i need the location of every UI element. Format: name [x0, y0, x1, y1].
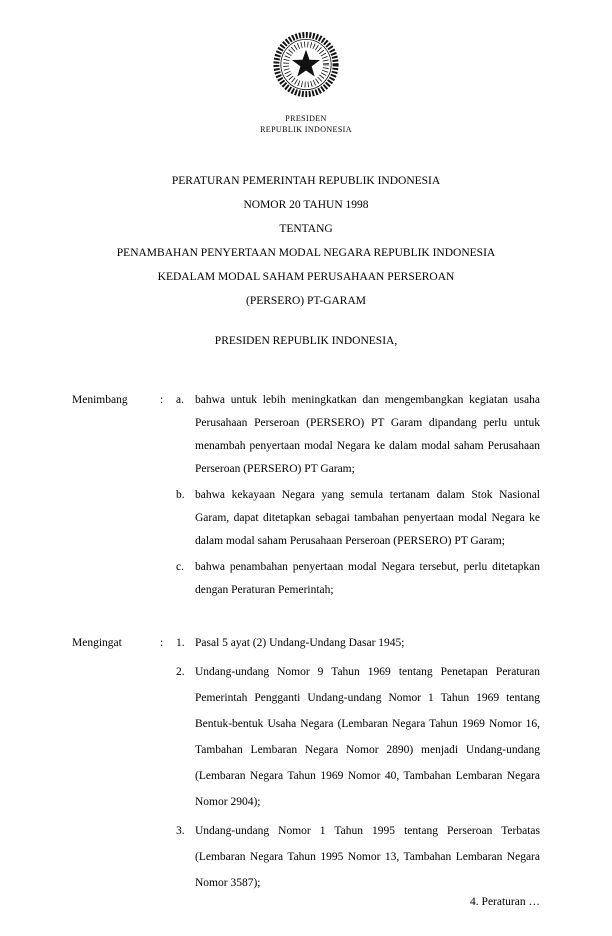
- item-text: Undang-undang Nomor 9 Tahun 1969 tentang Penetapan Peraturan Pemerintah Pengganti Undang-undang Nomor 1 Tahun 1969 tentang Bentuk-bentuk Usaha Negara (Lembaran Negara Tahun 1969 Nomor 16, Tambahan Lembaran Negara Nomor 2890) menjadi Undang-undang (Lembaran Negara Tahun 1969 Nomor 40, Tambahan Lembaran Negara Nomor 2904);: [195, 666, 540, 808]
- salutation: PRESIDEN REPUBLIK INDONESIA,: [214, 335, 398, 347]
- item-marker: 1.: [176, 637, 185, 649]
- list-item: [176, 484, 540, 553]
- letterhead-line-1: PRESIDEN: [285, 114, 327, 123]
- title-line-1: PERATURAN PEMERINTAH REPUBLIK INDONESIA: [171, 175, 441, 187]
- section-items: [176, 630, 540, 896]
- list-item: [176, 659, 540, 815]
- item-text: Pasal 5 ayat (2) Undang-Undang Dasar 1945;: [195, 637, 405, 649]
- list-item: [176, 389, 540, 481]
- document-header: [0, 0, 612, 135]
- list-item: [176, 556, 540, 602]
- item-marker: a.: [176, 394, 184, 406]
- letterhead-line-2: REPUBLIK INDONESIA: [260, 125, 352, 134]
- item-text: bahwa penambahan penyertaan modal Negara tersebut, perlu ditetapkan dengan Peraturan Pemerintah;: [195, 561, 540, 596]
- document-body: [0, 389, 612, 896]
- section-menimbang: [72, 389, 540, 602]
- item-text: Undang-undang Nomor 1 Tahun 1995 tentang Perseroan Terbatas (Lembaran Negara Tahun 1995 Nomor 13, Tambahan Lembaran Negara Nomor 3587);: [195, 825, 540, 889]
- section-label: Mengingat: [72, 637, 122, 649]
- section-colon: :: [160, 394, 164, 406]
- title-line-6: (PERSERO) PT-GARAM: [245, 295, 367, 307]
- item-text: bahwa kekayaan Negara yang semula tertanam dalam Stok Nasional Garam, dapat ditetapkan sebagai tambahan penyertaan modal Negara ke dalam modal saham Perusahaan Perseroan (PERSERO) PT Garam;: [195, 489, 540, 547]
- regulation-title: [0, 169, 612, 313]
- presidential-seal-icon: [269, 26, 343, 106]
- item-marker: 2.: [176, 666, 185, 678]
- title-line-2: NOMOR 20 TAHUN 1998: [243, 199, 369, 211]
- page-catchword: 4. Peraturan …: [470, 896, 540, 908]
- letterhead: [0, 113, 612, 135]
- item-marker: 3.: [176, 825, 185, 837]
- list-item: [176, 630, 540, 656]
- item-marker: c.: [176, 561, 184, 573]
- section-items: [176, 389, 540, 602]
- item-marker: b.: [176, 489, 185, 501]
- title-line-3: TENTANG: [279, 223, 333, 235]
- section-mengingat: [72, 630, 540, 896]
- section-colon: :: [160, 637, 164, 649]
- title-line-5: KEDALAM MODAL SAHAM PERUSAHAAN PERSEROAN: [157, 271, 455, 283]
- list-item: [176, 818, 540, 896]
- section-label: Menimbang: [72, 394, 128, 406]
- item-text: bahwa untuk lebih meningkatkan dan mengembangkan kegiatan usaha Perusahaan Perseroan (PERSERO) PT Garam dipandang perlu untuk menambah penyertaan modal Negara ke dalam modal saham Perusahaan Perseroan (PERSERO) PT Garam;: [195, 394, 540, 475]
- title-line-4: PENAMBAHAN PENYERTAAN MODAL NEGARA REPUBLIK INDONESIA: [116, 247, 496, 259]
